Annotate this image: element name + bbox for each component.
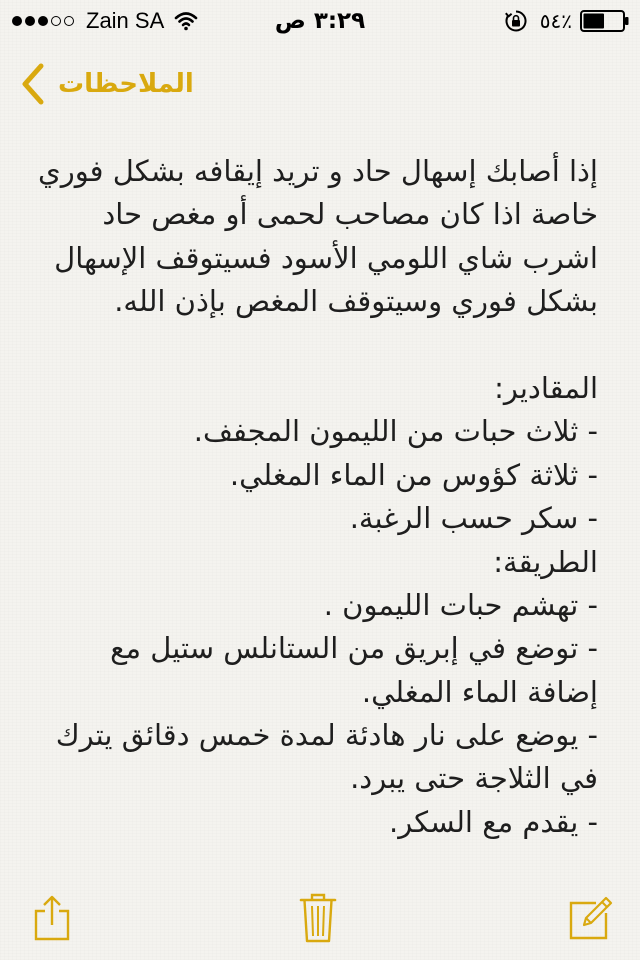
delete-button[interactable] [290, 890, 346, 946]
carrier-name: Zain SA [86, 8, 165, 33]
rotation-lock-icon [504, 9, 528, 33]
battery-fill [584, 14, 605, 29]
note-line: بشكل فوري وسيتوقف المغص بإذن الله. [114, 284, 598, 319]
note-line: الطريقة: [493, 544, 598, 579]
status-time: ٣:٢٩ ص [274, 8, 366, 34]
trash-icon [298, 892, 338, 944]
note-line: - ثلاثة كؤوس من الماء المغلي. [229, 457, 598, 492]
bottom-toolbar [0, 880, 640, 960]
note-text[interactable] [23, 150, 598, 844]
note-line: خاصة اذا كان مصاحب لحمى أو مغص حاد [102, 197, 598, 232]
compose-icon [568, 895, 614, 941]
note-line: في الثلاجة حتى يبرد. [350, 761, 598, 796]
note-line: المقادير: [494, 370, 598, 405]
battery-icon [580, 10, 630, 32]
share-button[interactable] [24, 890, 80, 946]
note-line: اشرب شاي اللومي الأسود فسيتوقف الإسهال [54, 240, 598, 275]
status-right [504, 7, 630, 35]
note-line [23, 324, 598, 367]
note-line: - يوضع على نار هادئة لمدة خمس دقائق يترك [55, 718, 598, 753]
compose-button[interactable] [563, 890, 619, 946]
share-icon [32, 894, 72, 942]
note-line: - يقدم مع السكر. [388, 804, 598, 839]
status-bar [0, 0, 640, 40]
note-line: - ثلاث حبات من الليمون المجفف. [193, 414, 598, 449]
back-button[interactable] [20, 60, 194, 108]
note-line: - توضع في إبريق من الستانلس ستيل مع [110, 631, 598, 666]
note-line: - سكر حسب الرغبة. [349, 501, 598, 536]
note-line: إذا أصابك إسهال حاد و تريد إيقافه بشكل فوري [38, 154, 598, 188]
back-button-label: الملاحظات [58, 69, 194, 99]
note-line: - تهشم حبات الليمون . [323, 587, 598, 622]
note-line: إضافة الماء المغلي. [361, 674, 598, 709]
battery-percent: ٪٥٤ [539, 9, 572, 33]
chevron-left-icon [20, 62, 46, 106]
